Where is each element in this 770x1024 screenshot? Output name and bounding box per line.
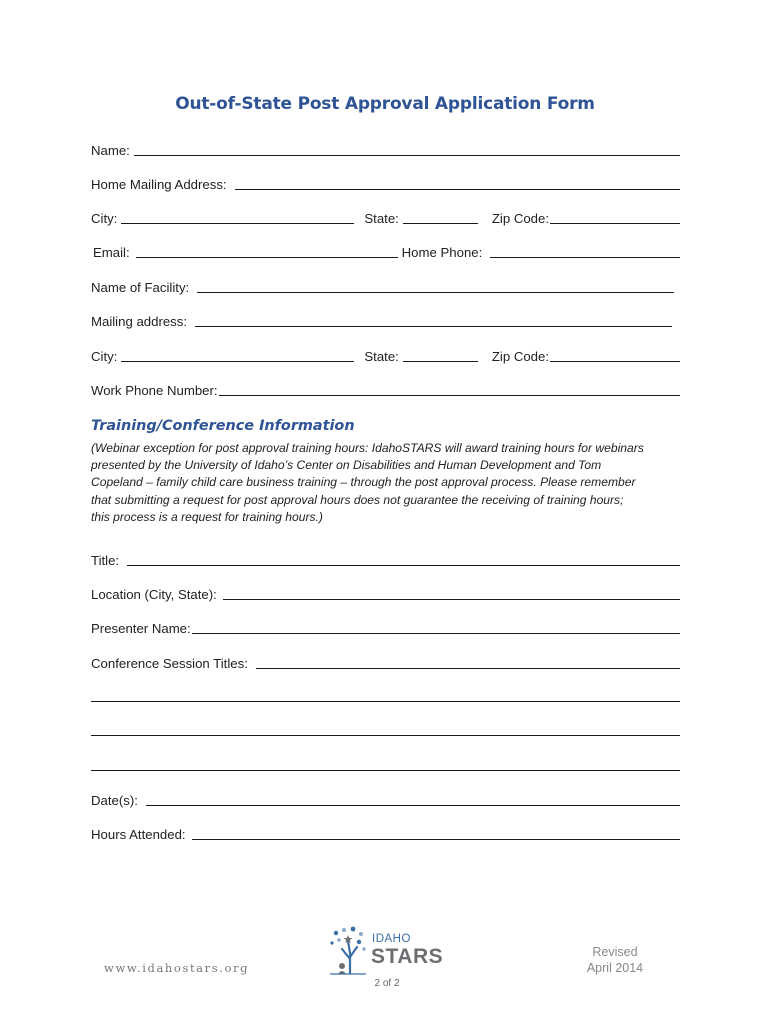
note-line: (Webinar exception for post approval training hours: IdahoSTARS will award training hours for webinars <box>91 441 644 455</box>
logo-stars-text: STARS <box>371 945 444 968</box>
home-address-label: Home Mailing Address: <box>91 177 227 192</box>
facility-row <box>91 276 674 296</box>
home-phone-label: Home Phone: <box>401 245 483 260</box>
note-line: that submitting a request for post approval hours does not guarantee the receiving of training hours; <box>91 492 624 507</box>
location-row <box>91 583 680 603</box>
email-label: Email: <box>93 245 130 260</box>
mailing-address-field[interactable] <box>195 326 672 327</box>
name-field[interactable] <box>134 155 680 156</box>
hours-row <box>91 823 680 843</box>
email-phone-row <box>91 241 680 261</box>
zip-label: Zip Code: <box>491 211 550 226</box>
page-title: Out-of-State Post Approval Application Form <box>175 94 595 114</box>
presenter-row <box>91 617 680 637</box>
city-field-2[interactable] <box>121 361 354 362</box>
training-title-field[interactable] <box>127 565 680 566</box>
sessions-label: Conference Session Titles: <box>91 656 248 671</box>
mailing-address-label: Mailing address: <box>91 314 188 329</box>
logo-idaho-text: IDAHO <box>372 933 411 945</box>
revised-month: April 2014 <box>586 961 644 975</box>
hours-label: Hours Attended: <box>91 827 186 842</box>
training-title-row <box>91 549 680 569</box>
sessions-row <box>91 652 680 672</box>
city-label: City: <box>91 211 118 226</box>
city-label-2: City: <box>91 349 118 364</box>
home-address-field[interactable] <box>235 189 680 190</box>
state-field[interactable] <box>403 223 478 224</box>
training-title-label: Title: <box>91 553 120 568</box>
zip-label-2: Zip Code: <box>491 349 550 364</box>
dates-row <box>91 789 680 809</box>
note-line: this process is a request for training hours.) <box>91 509 323 524</box>
sessions-extra-line[interactable] <box>91 735 680 736</box>
note-line: Copeland – family child care business training – through the post approval process. Please remember <box>91 475 636 490</box>
sessions-extra-line[interactable] <box>91 770 680 771</box>
footer-url: www.idahostars.org <box>104 961 250 975</box>
training-note <box>91 440 691 526</box>
sessions-extra-line[interactable] <box>91 701 680 702</box>
revised-label: Revised <box>592 945 638 959</box>
zip-field-2[interactable] <box>550 361 680 362</box>
location-label: Location (City, State): <box>91 587 217 602</box>
city-state-zip-row <box>91 207 680 227</box>
hours-field[interactable] <box>192 839 680 840</box>
state-field-2[interactable] <box>403 361 478 362</box>
sessions-field[interactable] <box>256 668 680 669</box>
training-heading: Training/Conference Information <box>91 418 355 434</box>
dates-label: Date(s): <box>91 793 138 808</box>
state-label: State: <box>364 211 399 226</box>
home-phone-field[interactable] <box>490 257 680 258</box>
work-phone-label: Work Phone Number: <box>91 383 218 398</box>
page-number: 2 of 2 <box>374 978 400 989</box>
state-label-2: State: <box>364 349 399 364</box>
facility-label: Name of Facility: <box>91 280 190 295</box>
revised-date <box>560 944 670 976</box>
city-state-zip-row-2 <box>91 345 680 365</box>
presenter-field[interactable] <box>192 633 680 634</box>
home-address-row <box>91 173 680 193</box>
facility-field[interactable] <box>197 292 674 293</box>
name-label: Name: <box>91 143 130 158</box>
location-field[interactable] <box>223 599 680 600</box>
presenter-label: Presenter Name: <box>91 621 191 636</box>
work-phone-field[interactable] <box>219 395 680 396</box>
city-field[interactable] <box>121 223 354 224</box>
work-phone-row <box>91 379 680 399</box>
zip-field[interactable] <box>550 223 680 224</box>
dates-field[interactable] <box>146 805 680 806</box>
idaho-stars-logo <box>326 925 446 977</box>
tree-icon <box>326 925 370 975</box>
mailing-address-row <box>91 310 672 330</box>
note-line: presented by the University of Idaho’s Center on Disabilities and Human Development and Tom <box>91 458 602 473</box>
name-row <box>91 139 680 159</box>
email-field[interactable] <box>136 257 398 258</box>
